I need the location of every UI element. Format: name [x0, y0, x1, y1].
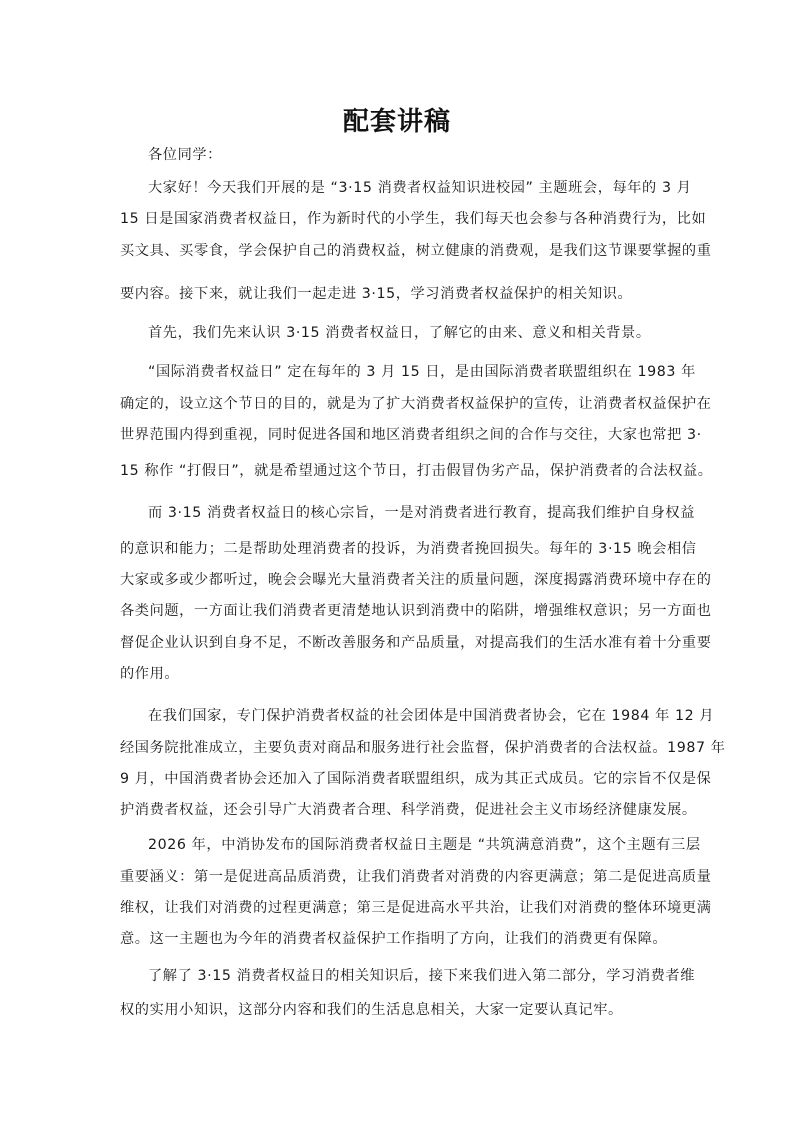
text-line: 世界范围内得到重视，同时促进各国和地区消费者组织之间的合作与交往，大家也常把 3·	[120, 427, 702, 443]
text-line: 的作用。	[120, 666, 180, 682]
text-line: 重要涵义：第一是促进高品质消费，让我们消费者对消费的内容更满意；第二是促进高质量	[120, 869, 712, 885]
text-line: 首先，我们先来认识 3·15 消费者权益日，了解它的由来、意义和相关背景。	[148, 325, 651, 341]
text-line: 的意识和能力；二是帮助处理消费者的投诉，为消费者挽回损失。每年的 3·15 晚会相信	[120, 541, 697, 557]
text-line: 督促企业认识到自身不足，不断改善服务和产品质量，对提高我们的生活水准有着十分重要	[120, 635, 712, 651]
text-line: 护消费者权益，还会引导广大消费者合理、科学消费，促进社会主义市场经济健康发展。	[120, 802, 697, 818]
page-title: 配套讲稿	[342, 107, 451, 137]
text-line: 15 日是国家消费者权益日，作为新时代的小学生，我们每天也会参与各种消费行为，比如	[120, 211, 707, 227]
text-line: 大家或多或少都听过，晚会会曝光大量消费者关注的质量问题，深度揭露消费环境中存在的	[120, 572, 712, 588]
text-line: 而 3·15 消费者权益日的核心宗旨，一是对消费者进行教育，提高我们维护自身权益	[148, 505, 695, 521]
text-line: 2026 年，中消协发布的国际消费者权益日主题是 “共筑满意消费”，这个主题有三层	[148, 837, 701, 853]
text-line: 了解了 3·15 消费者权益日的相关知识后，接下来我们进入第二部分，学习消费者维	[148, 968, 695, 984]
text-line: 各类问题，一方面让我们消费者更清楚地认识到消费中的陷阱，增强维权意识；另一方面也	[120, 603, 712, 619]
text-line: 维权，让我们对消费的过程更满意；第三是促进高水平共治，让我们对消费的整体环境更满	[120, 900, 712, 916]
text-line: 9 月，中国消费者协会还加入了国际消费者联盟组织，成为其正式成员。它的宗旨不仅是保	[120, 771, 712, 787]
text-line: “国际消费者权益日” 定在每年的 3 月 15 日，是由国际消费者联盟组织在 1983 年	[148, 364, 696, 380]
salutation: 各位同学：	[148, 147, 222, 163]
text-line: 买文具、买零食，学会保护自己的消费权益，树立健康的消费观，是我们这节课要掌握的重	[120, 243, 712, 259]
text-line: 确定的，设立这个节日的目的，就是为了扩大消费者权益保护的宣传，让消费者权益保护在	[120, 396, 712, 412]
text-line: 权的实用小知识，这部分内容和我们的生活息息相关，大家一定要认真记牢。	[120, 1002, 623, 1018]
text-line: 15 称作 “打假日”，就是希望通过这个节日，打击假冒伪劣产品，保护消费者的合法权益。	[120, 463, 713, 479]
text-line: 意。这一主题也为今年的消费者权益保护工作指明了方向，让我们的消费更有保障。	[120, 931, 668, 947]
text-line: 经国务院批准成立，主要负责对商品和服务进行社会监督，保护消费者的合法权益。1987 年	[120, 740, 726, 756]
text-line: 在我们国家，专门保护消费者权益的社会团体是中国消费者协会，它在 1984 年 12 月	[148, 708, 715, 724]
text-line: 大家好！今天我们开展的是 “3·15 消费者权益知识进校园” 主题班会，每年的 3 月	[148, 180, 692, 196]
text-line: 要内容。接下来，就让我们一起走进 3·15，学习消费者权益保护的相关知识。	[120, 286, 633, 302]
